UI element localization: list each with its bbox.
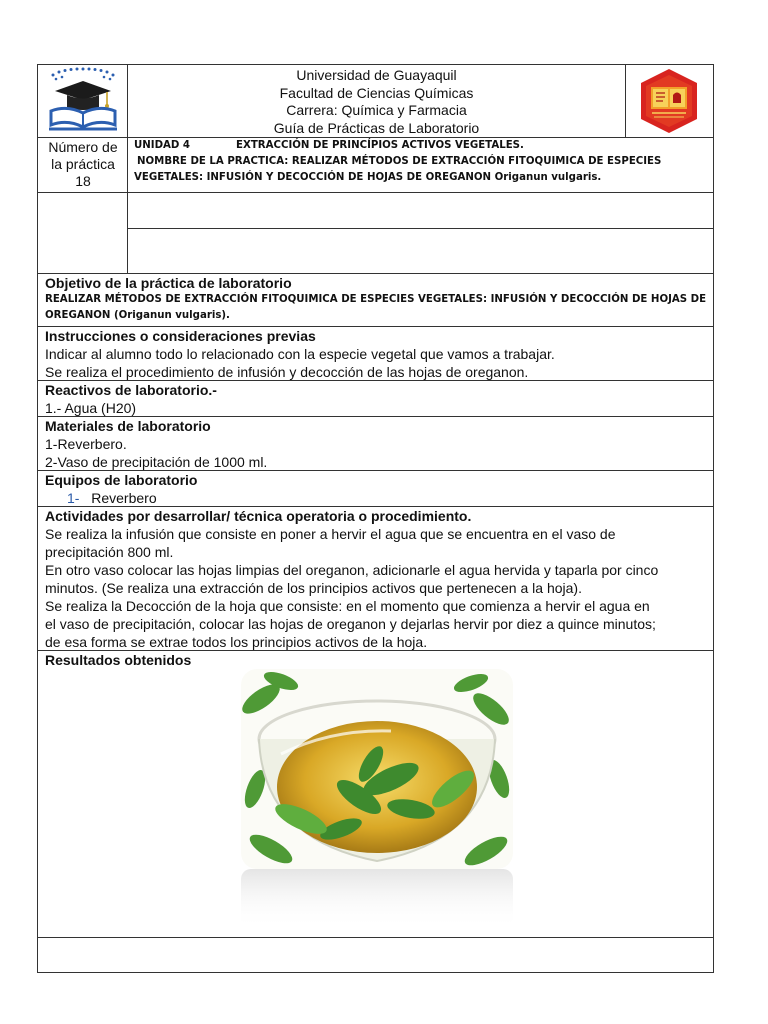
equipment-section: [38, 471, 713, 507]
unit-label: UNIDAD 4: [134, 140, 191, 151]
results-title: Resultados obtenidos: [45, 652, 192, 668]
practice-number-label-1: Número de: [48, 139, 118, 155]
practice-row: [38, 138, 713, 193]
activities-title: Actividades por desarrollar/ técnica operatoria o procedimiento.: [45, 508, 472, 524]
activities-line: En otro vaso colocar las hojas limpias del oreganon, adicionarle el agua hervida y taparla por cinco: [45, 562, 659, 578]
objective-line1: REALIZAR MÉTODOS DE EXTRACCIÓN FITOQUIMICA DE ESPECIES VEGETALES: INFUSIÓN Y DECOCCIÓN DE HOJAS DE: [45, 294, 707, 305]
objective-title: Objetivo de la práctica de laboratorio: [45, 275, 292, 291]
results-section: [38, 651, 713, 938]
instructions-line1: Indicar al alumno todo lo relacionado con la especie vegetal que vamos a trabajar.: [45, 346, 555, 362]
activities-line: de esa forma se extrae todos los principios activos de la hoja.: [45, 634, 428, 650]
career-name: Carrera: Química y Farmacia: [286, 102, 467, 118]
reagents-section: [38, 381, 713, 417]
tea-infusion-photo: [241, 669, 513, 929]
practice-number: 18: [75, 173, 91, 189]
activities-line: el vaso de precipitación, colocar las hojas de oreganon y dejarlas hervir por diez a quince minutos;: [45, 616, 656, 632]
activities-line: minutos. (Se realiza una extracción de los principios activos que pertenecen a la hoja).: [45, 580, 582, 596]
faculty-name: Facultad de Ciencias Químicas: [279, 84, 474, 101]
footer-empty-row: [38, 938, 713, 974]
header-row: [38, 65, 713, 138]
activities-line: Se realiza la Decocción de la hoja que consiste: en el momento que comienza a hervir el agua en: [45, 598, 650, 614]
materials-item-2: 2-Vaso de precipitación de 1000 ml.: [45, 454, 268, 470]
header-titles: [128, 67, 625, 137]
practice-name-line2: VEGETALES: INFUSIÓN Y DECOCCIÓN DE HOJAS DE OREGANON Origanun vulgaris.: [134, 172, 602, 183]
activities-line: precipitación 800 ml.: [45, 544, 174, 560]
objective-line2: OREGANON (Origanun vulgaris).: [45, 310, 230, 321]
materials-title: Materiales de laboratorio: [45, 418, 211, 434]
faculty-seal: [636, 68, 702, 134]
university-logo: [47, 67, 119, 133]
materials-section: [38, 417, 713, 471]
objective-section: [38, 274, 713, 327]
guide-title: Guía de Prácticas de Laboratorio: [273, 119, 480, 136]
practice-name-line1: NOMBRE DE LA PRACTICA: REALIZAR MÉTODOS DE EXTRACCIÓN FITOQUIMICA DE ESPECIES: [137, 156, 662, 167]
reagents-title: Reactivos de laboratorio.-: [45, 382, 217, 398]
activities-section: [38, 507, 713, 651]
university-name: Universidad de Guayaquil: [296, 67, 457, 83]
instructions-title: Instrucciones o consideraciones previas: [45, 328, 316, 344]
practice-number-cell: [38, 138, 128, 190]
materials-item-1: 1-Reverbero.: [45, 436, 127, 452]
practice-title: [134, 138, 709, 186]
activities-line: Se realiza la infusión que consiste en poner a hervir el agua que se encuentra en el vaso de: [45, 526, 616, 542]
equipment-item-1-number: 1-: [67, 490, 80, 506]
equipment-title: Equipos de laboratorio: [45, 472, 198, 488]
instructions-line2: Se realiza el procedimiento de infusión y decocción de las hojas de oreganon.: [45, 364, 529, 380]
lab-guide-sheet: [37, 64, 714, 973]
equipment-item-1: Reverbero: [91, 490, 157, 506]
reagents-item-1: 1.- Agua (H20): [45, 400, 137, 416]
practice-number-label-2: la práctica: [51, 156, 115, 172]
practice-number-block: [38, 193, 713, 274]
instructions-section: [38, 327, 713, 381]
unit-title: EXTRACCIÓN DE PRINCÍPIOS ACTIVOS VEGETALES.: [236, 140, 524, 151]
